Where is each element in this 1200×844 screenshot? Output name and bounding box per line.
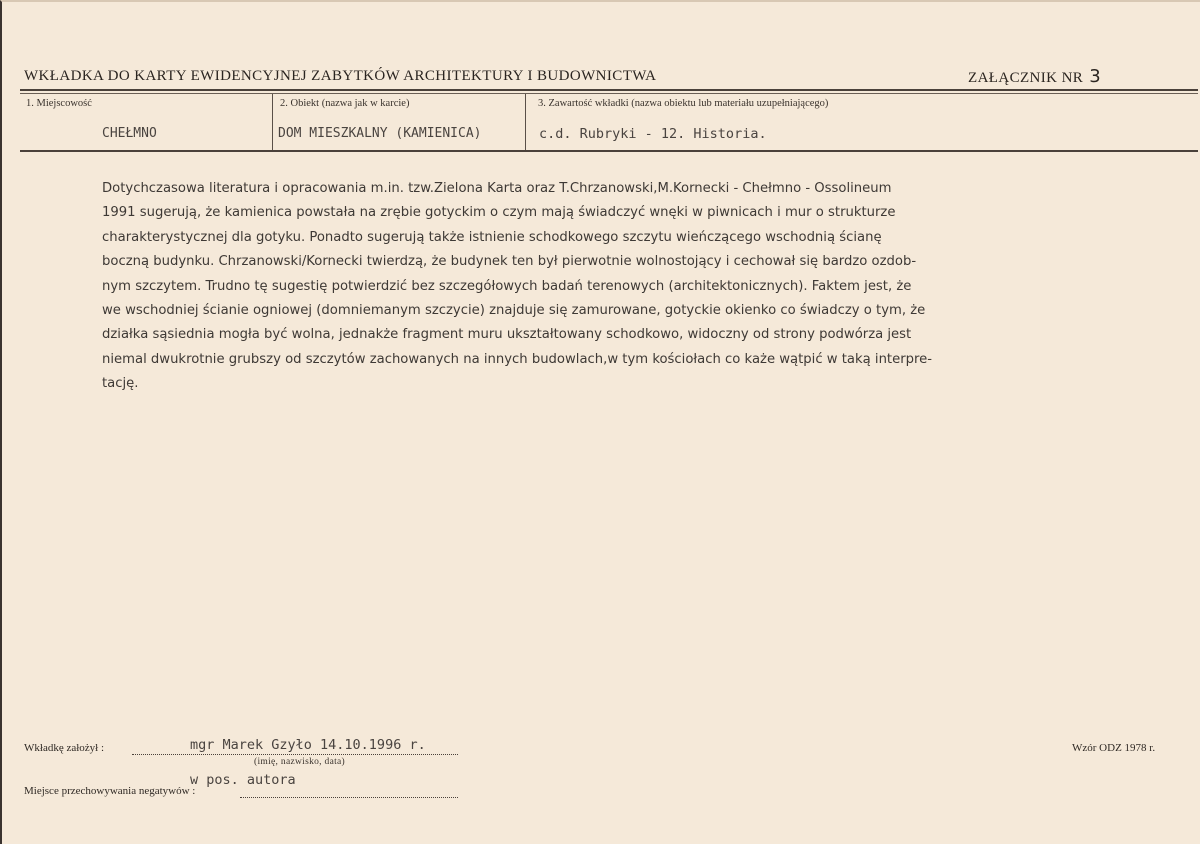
history-line: tację. [102, 376, 139, 392]
template-label: Wzór ODZ 1978 r. [1072, 742, 1156, 754]
created-by-dotted-line [132, 754, 458, 755]
field-divider-1 [272, 94, 273, 150]
field-divider-2 [525, 94, 526, 150]
object-label: 2. Obiekt (nazwa jak w karcie) [280, 98, 410, 109]
place-value: CHEŁMNO [102, 126, 157, 141]
place-label: 1. Miejscowość [26, 98, 92, 109]
header-rule-bottom [20, 93, 1198, 94]
history-line: 1991 sugerują, że kamienica powstała na zrębie gotyckim o czym mają świadczyć wnęki w piwnicach i mur o strukturze [102, 205, 896, 221]
created-by-caption: (imię, nazwisko, data) [254, 757, 346, 767]
storage-value: w pos. autora [190, 772, 296, 788]
history-text [102, 177, 1102, 397]
history-line: działka sąsiednia mogła być wolna, jednakże fragment muru ukształtowany schodkowo, widoczny od strony podwórza jest [102, 327, 912, 343]
created-by-value: mgr Marek Gzyło 14.10.1996 r. [190, 737, 426, 753]
contents-label: 3. Zawartość wkładki (nazwa obiektu lub materiału uzupełniającego) [538, 98, 829, 109]
object-value: DOM MIESZKALNY (KAMIENICA) [278, 126, 482, 141]
history-line: we wschodniej ścianie ogniowej (domniemanym szczycie) znajduje się zamurowane, gotyckie okienko co świadczy o tym, że [102, 302, 926, 318]
card-title: WKŁADKA DO KARTY EWIDENCYJNEJ ZABYTKÓW ARCHITEKTURY I BUDOWNICTWA [24, 68, 657, 84]
header-rule-top [20, 89, 1198, 91]
history-line: boczną budynku. Chrzanowski/Kornecki twierdzą, że budynek ten był pierwotnie wolnostojący i cechował się bardzo ozdob- [102, 254, 917, 270]
annex-number: 3 [1089, 66, 1102, 87]
created-by-label: Wkładkę założył : [24, 742, 105, 754]
history-line: Dotychczasowa literatura i opracowania m.in. tzw.Zielona Karta oraz T.Chrzanowski,M.Kornecki - Chełmno - Ossolineum [102, 181, 892, 196]
history-line: nym szczytem. Trudno tę sugestię potwierdzić bez szczegółowych badań terenowych (architektonicznych). Faktem jest, że [102, 278, 912, 294]
annex-label [968, 66, 1101, 87]
annex-label-text: ZAŁĄCZNIK NR [968, 70, 1084, 86]
storage-label: Miejsce przechowywania negatywów : [24, 785, 196, 797]
history-line: charakterystycznej dla gotyku. Ponadto sugerują także istnienie schodkowego szczytu wieńczącego wschodnią ścianę [102, 229, 882, 245]
history-line: niemal dwukrotnie grubszy od szczytów zachowanych na innych budowlach,w tym kościołach co każe wątpić w taką interpre- [102, 351, 933, 367]
storage-dotted-line [240, 797, 458, 798]
fields-rule [20, 150, 1198, 152]
contents-value: c.d. Rubryki - 12. Historia. [539, 126, 767, 142]
